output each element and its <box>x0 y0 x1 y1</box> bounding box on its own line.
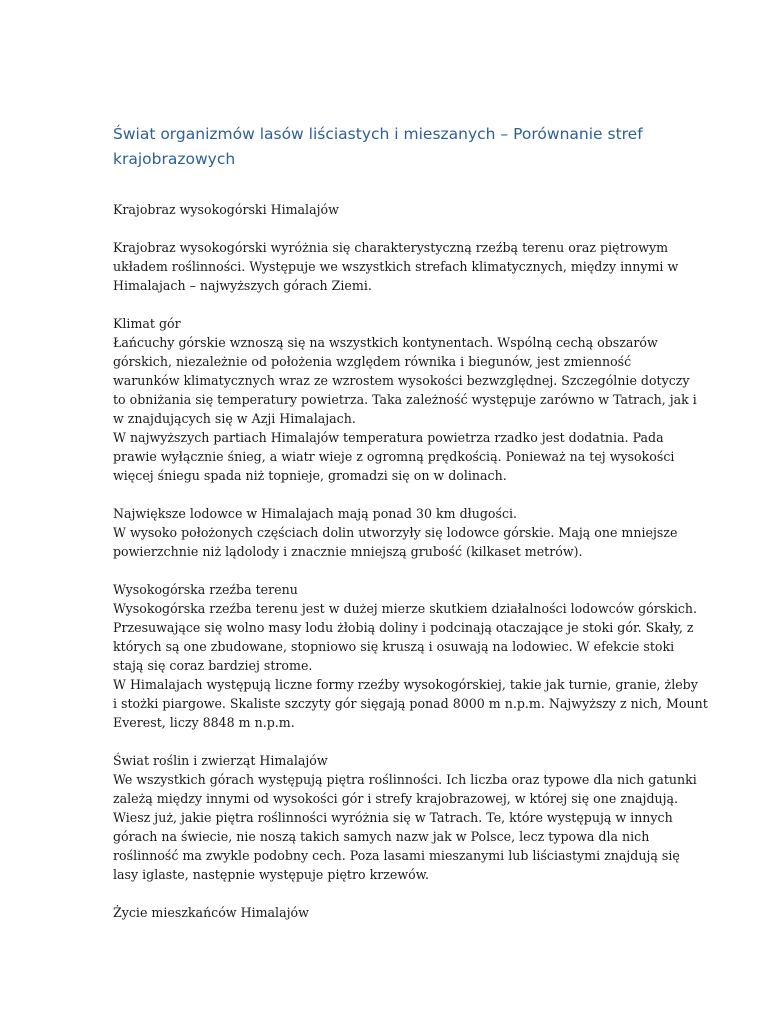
text-line: Życie mieszkańców Himalajów <box>113 905 309 920</box>
text-line: We wszystkich górach występują piętra roślinności. Ich liczba oraz typowe dla nich gatunki <box>113 772 697 787</box>
document-page <box>113 122 708 941</box>
text-line: W Himalajach występują liczne formy rzeźby wysokogórskiej, takie jak turnie, granie, żleby <box>113 677 698 692</box>
section-heading-paragraph <box>113 200 658 219</box>
text-line: układem roślinności. Występuje we wszystkich strefach klimatycznych, między innymi w <box>113 259 679 274</box>
title-line: krajobrazowych <box>113 150 236 168</box>
text-line: Największe lodowce w Himalajach mają ponad 30 km długości. <box>113 506 518 521</box>
text-line: Himalajach – najwyższych górach Ziemi. <box>113 278 372 293</box>
text-line: Łańcuchy górskie wznoszą się na wszystkich kontynentach. Wspólną cechą obszarów <box>113 335 658 350</box>
text-line: W najwyższych partiach Himalajów temperatura powietrza rzadko jest dodatnia. Pada <box>113 430 664 445</box>
text-line: i stożki piargowe. Skaliste szczyty gór sięgają ponad 8000 m n.p.m. Najwyższy z nich, Mount <box>113 696 708 711</box>
text-line: Everest, liczy 8848 m n.p.m. <box>113 715 295 730</box>
text-line: górskich, niezależnie od położenia względem równika i biegunów, jest zmienność <box>113 354 632 369</box>
glaciers-paragraph <box>113 504 678 561</box>
text-line: W wysoko położonych częściach dolin utworzyły się lodowce górskie. Mają one mniejsze <box>113 525 678 540</box>
text-line: w znajdujących się w Azji Himalajach. <box>113 411 356 426</box>
text-line: zależą między innymi od wysokości gór i strefy krajobrazowej, w której się one znajdują. <box>113 791 679 806</box>
text-line: górach na świecie, nie noszą takich samych nazw jak w Polsce, lecz typowa dla nich <box>113 829 650 844</box>
climate-paragraph <box>113 314 697 485</box>
flora-fauna-paragraph <box>113 751 697 884</box>
text-line: Wysokogórska rzeźba terenu jest w dużej mierze skutkiem działalności lodowców górskich. <box>113 601 698 616</box>
text-line: prawie wyłącznie śnieg, a wiatr wieje z ogromną prędkością. Ponieważ na tej wysokości <box>113 449 675 464</box>
text-line: roślinność ma zwykle podobny cech. Poza lasami mieszanymi lub liściastymi znajdują się <box>113 848 680 863</box>
relief-paragraph <box>113 580 708 732</box>
text-line: Świat roślin i zwierząt Himalajów <box>113 753 328 768</box>
text-line: Przesuwające się wolno masy lodu żłobią doliny i podcinają otaczające je stoki gór. Skały, z <box>113 620 694 635</box>
text-line: Krajobraz wysokogórski wyróżnia się charakterystyczną rzeźbą terenu oraz piętrowym <box>113 240 669 255</box>
text-line: stają się coraz bardziej strome. <box>113 658 313 673</box>
document-title <box>113 122 658 172</box>
text-line: warunków klimatycznych wraz ze wzrostem wysokości bezwzględnej. Szczególnie dotyczy <box>113 373 690 388</box>
text-line: powierzchnie niż lądolody i znacznie mniejszą grubość (kilkaset metrów). <box>113 544 583 559</box>
text-line: Wiesz już, jakie piętra roślinności wyróżnia się w Tatrach. Te, które występują w innych <box>113 810 673 825</box>
intro-paragraph <box>113 238 679 295</box>
text-line: więcej śniegu spada niż topnieje, gromadzi się on w dolinach. <box>113 468 507 483</box>
text-line: to obniżania się temperatury powietrza. Taka zależność występuje zarówno w Tatrach, jak i <box>113 392 697 407</box>
title-line: Świat organizmów lasów liściastych i mieszanych – Porównanie stref <box>113 125 643 143</box>
text-line: lasy iglaste, następnie występuje piętro krzewów. <box>113 867 429 882</box>
inhabitants-heading-paragraph <box>113 903 658 922</box>
text-line: Krajobraz wysokogórski Himalajów <box>113 202 339 217</box>
text-line: których są one zbudowane, stopniowo się kruszą i osuwają na lodowiec. W efekcie stoki <box>113 639 675 654</box>
text-line: Wysokogórska rzeźba terenu <box>113 582 298 597</box>
text-line: Klimat gór <box>113 316 181 331</box>
